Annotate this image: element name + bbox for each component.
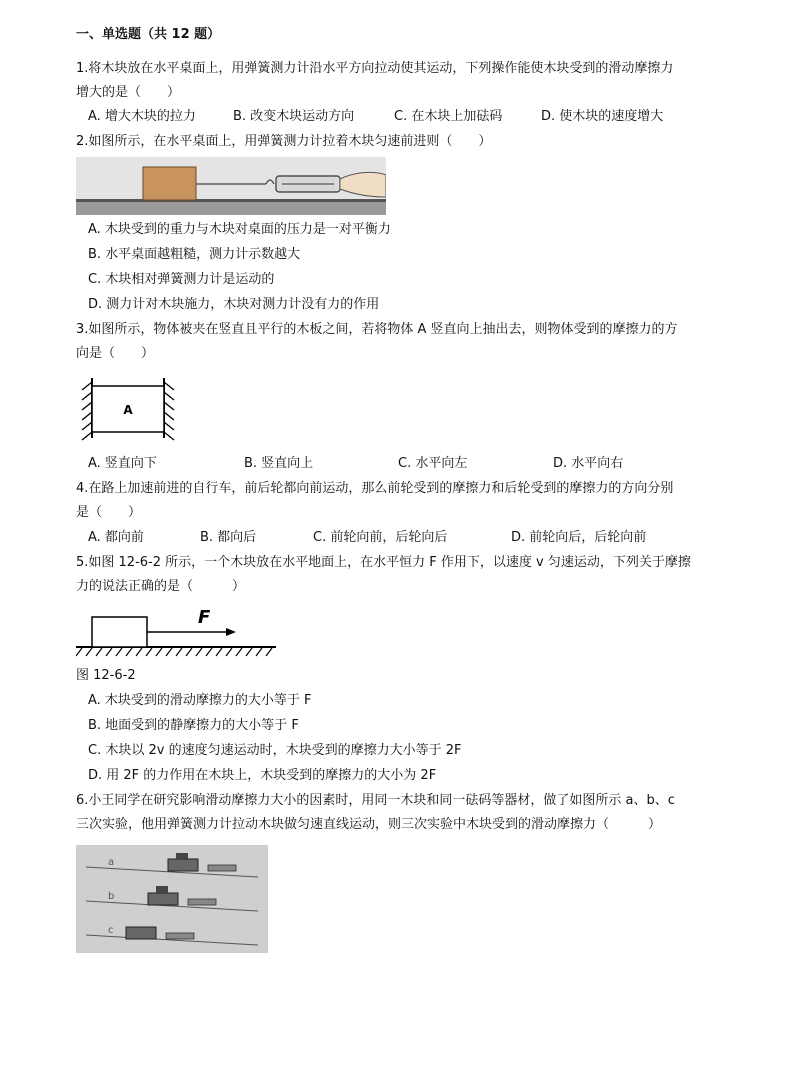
q1-option-b: B. 改变木块运动方向 <box>233 109 355 124</box>
q3-option-b: B. 竖直向上 <box>244 456 314 471</box>
q2-option-b: B. 水平桌面越粗糙，测力计示数越大 <box>88 247 301 262</box>
q1-option-a: A. 增大木块的拉力 <box>88 109 196 124</box>
q5-stem-line-1: 5.如图 12-6-2 所示，一个木块放在水平地面上，在水平恒力 F 作用下，以速度 v 匀速运动，下列关于摩擦 <box>76 555 691 570</box>
q4-option-c: C. 前轮向前，后轮向后 <box>313 530 448 545</box>
three-experiments-photo <box>76 845 268 953</box>
spring-scale-figure <box>76 157 386 215</box>
q2-option-a: A. 木块受到的重力与木块对桌面的压力是一对平衡力 <box>88 222 391 237</box>
q4-stem-line-2: 是（ ） <box>76 505 142 520</box>
q2-option-c: C. 木块相对弹簧测力计是运动的 <box>88 272 275 287</box>
q5-stem-line-2: 力的说法正确的是（ ） <box>76 579 246 594</box>
q4-option-b: B. 都向后 <box>200 530 257 545</box>
q4-option-d: D. 前轮向后，后轮向前 <box>511 530 647 545</box>
q1-stem-line-1: 1.将木块放在水平桌面上，用弹簧测力计沿水平方向拉动使其运动，下列操作能使木块受到的滑动摩擦力 <box>76 61 674 76</box>
q3-option-c: C. 水平向左 <box>398 456 468 471</box>
q3-option-a: A. 竖直向下 <box>88 456 157 471</box>
q3-stem-line-2: 向是（ ） <box>76 346 155 361</box>
q3-option-d: D. 水平向右 <box>553 456 624 471</box>
q5-option-a: A. 木块受到的滑动摩擦力的大小等于 F <box>88 693 312 708</box>
experiment-b-label: b <box>108 891 115 902</box>
q1-option-c: C. 在木块上加砝码 <box>394 109 503 124</box>
section-title: 一、单选题（共 12 题） <box>76 27 221 42</box>
q5-option-b: B. 地面受到的静摩擦力的大小等于 F <box>88 718 299 733</box>
q4-option-a: A. 都向前 <box>88 530 144 545</box>
q6-stem-line-2: 三次实验，他用弹簧测力计拉动木块做匀速直线运动，则三次实验中木块受到的滑动摩擦力（ ） <box>76 817 662 832</box>
force-f-label: F <box>198 607 211 628</box>
q2-stem: 2.如图所示，在水平桌面上，用弹簧测力计拉着木块匀速前进则（ ） <box>76 134 492 149</box>
block-force-figure <box>76 603 280 659</box>
experiment-a-label: a <box>108 857 115 868</box>
q3-stem-line-1: 3.如图所示，物体被夹在竖直且平行的木板之间，若将物体 A 竖直向上抽出去，则物体受到的摩擦力的方 <box>76 322 678 337</box>
q1-stem-line-2: 增大的是（ ） <box>76 85 181 100</box>
q4-stem-line-1: 4.在路上加速前进的自行车，前后轮都向前运动，那么前轮受到的摩擦力和后轮受到的摩擦力的方向分别 <box>76 481 674 496</box>
q5-figure-caption: 图 12-6-2 <box>76 668 136 683</box>
experiment-c-label: c <box>108 925 114 936</box>
q5-option-d: D. 用 2F 的力作用在木块上，木块受到的摩擦力的大小为 2F <box>88 768 437 783</box>
q5-option-c: C. 木块以 2v 的速度匀速运动时，木块受到的摩擦力大小等于 2F <box>88 743 462 758</box>
block-a-label: A <box>123 403 133 417</box>
clamped-block-figure <box>76 374 180 442</box>
q1-option-d: D. 使木块的速度增大 <box>541 109 664 124</box>
q6-stem-line-1: 6.小王同学在研究影响滑动摩擦力大小的因素时，用同一木块和同一砝码等器材，做了如图所示 a、b、c <box>76 793 675 808</box>
q2-option-d: D. 测力计对木块施力，木块对测力计没有力的作用 <box>88 297 380 312</box>
